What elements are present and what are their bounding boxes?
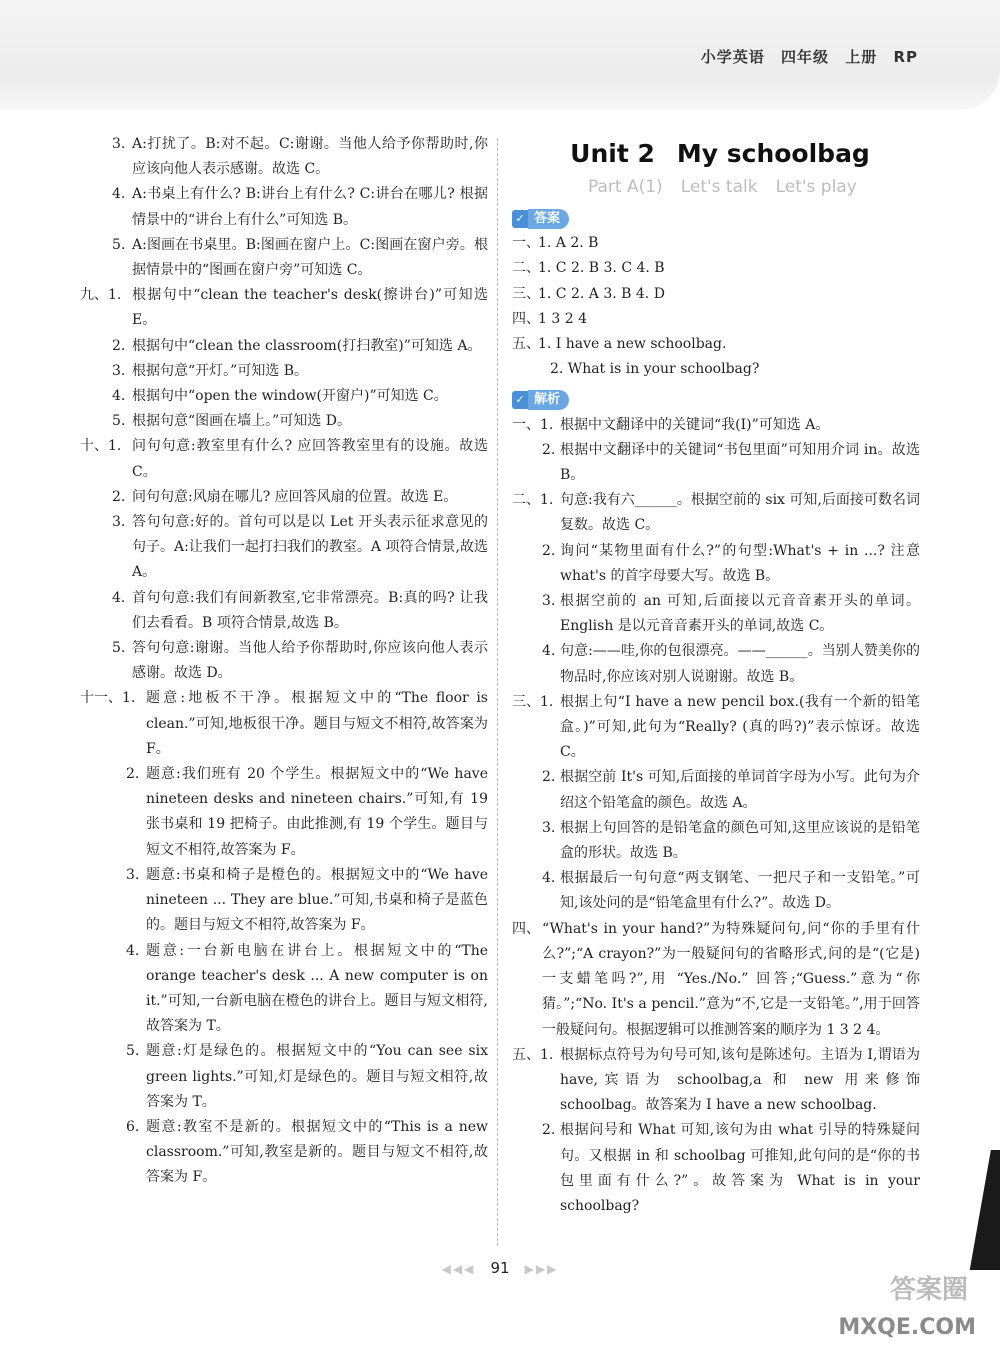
- subject-label: 小学英语: [700, 48, 765, 66]
- analysis-item: 2. 根据问号和 What 可知,该句为由 what 引导的特殊疑问句。又根据 in 和 schoolbag 可推知,此句问的是“你的书包里面有什么?”。故答案为 What is in your schoolbag?: [542, 1122, 920, 1214]
- answer-item: 3. 题意:书桌和椅子是橙色的。根据短文中的“We have nineteen ... They are blue.”可知,书桌和椅子是蓝色的。题目与短文不相符,故答案为 F。: [126, 866, 488, 934]
- unit-subtitle: [512, 174, 920, 200]
- analysis-item: 五、1. 根据标点符号为句号可知,该句是陈述句。主语为 I,谓语为 have,宾语为 schoolbag,a 和 new 用来修饰 schoolbag。故答案为 I have a new schoolbag.: [512, 1046, 920, 1114]
- analysis-item: 四、 “What's in your hand?”为特殊疑问句,问“你的手里有什么?”;“A crayon?”为一般疑问句的省略形式,问的是“(它是)一支蜡笔吗?”,用 “Yes./No.” 回答;“Guess.”意为“你猜。”;“No. It's a pencil.”意为“不,它是一支铅笔。”,用于回答一般疑问句。根据逻辑可以推测答案的顺序为 1 3 2 4。: [512, 920, 920, 1038]
- answer-item: 6. 题意:教室不是新的。根据短文中的“This is a new classroom.”可知,教室是新的。题目与短文不相符,故答案为 F。: [126, 1118, 488, 1186]
- answer-item: 3. 根据句意“开灯。”可知选 B。: [112, 362, 309, 379]
- page-header: [0, 0, 1000, 110]
- column-divider: [497, 138, 498, 1246]
- book-info: [701, 46, 918, 67]
- unit-name: My schoolbag: [676, 139, 870, 168]
- right-column: [512, 132, 920, 1219]
- answer-row: 一、 1. A 2. B: [512, 235, 599, 252]
- analysis-item: 2. 询问“某物里面有什么?”的句型:What's + in ...? 注意 what's 的首字母要大写。故选 B。: [542, 542, 920, 584]
- answer-item: 2. 题意:我们班有 20 个学生。根据短文中的“We have nineteen desks and nineteen chairs.”可知,有 19 张书桌和 19 把椅子。由此推测,有 19 个学生。题目与短文不相符,故答案为 F。: [126, 766, 488, 858]
- answer-row: 2. What is in your schoolbag?: [550, 361, 760, 378]
- lesson-label: Let's play: [775, 177, 857, 197]
- watermark-url: MXQE.COM: [838, 1315, 976, 1340]
- watermark-logo: 答案圈: [889, 1275, 968, 1305]
- analysis-item: 一、1. 根据中文翻译中的关键词“我(I)”可知选 A。: [512, 416, 830, 433]
- part-label: Part A(1): [588, 177, 663, 197]
- next-arrows-icon: ▶▶▶: [524, 1262, 559, 1276]
- analysis-item: 3. 根据上句回答的是铅笔盒的颜色可知,这里应该说的是铅笔盒的形状。故选 B。: [542, 819, 920, 862]
- analysis-item: 2. 根据中文翻译中的关键词“书包里面”可知用介词 in。故选 B。: [542, 441, 920, 484]
- analysis-badge: ✓ 解析: [512, 390, 569, 410]
- answer-item: 5. A:图画在书桌里。B:图画在窗户上。C:图画在窗户旁。根据情景中的“图画在窗户旁”可知选 C。: [112, 236, 488, 279]
- edition-label: RP: [893, 48, 918, 66]
- unit-label: Unit 2: [570, 139, 655, 168]
- analysis-item: 2. 根据空前 It's 可知,后面接的单词首字母为小写。此句为介绍这个铅笔盒的颜色。故选 A。: [542, 769, 920, 811]
- answer-item: 4. A:书桌上有什么? B:讲台上有什么? C:讲台在哪儿? 根据情景中的“讲台上有什么”可知选 B。: [112, 186, 488, 228]
- unit-title: [512, 138, 920, 170]
- analysis-item: 4. 根据最后一句句意“两支钢笔、一把尺子和一支铅笔。”可知,该处问的是“铅笔盒里有什么?”。故选 D。: [542, 870, 920, 912]
- answer-item: 5. 根据句意“图画在墙上。”可知选 D。: [112, 413, 351, 430]
- page-number: 91: [490, 1259, 510, 1277]
- page-footer: [0, 1258, 1000, 1277]
- prev-arrows-icon: ◀◀◀: [441, 1262, 476, 1276]
- answer-row: 二、 1. C 2. B 3. C 4. B: [512, 260, 665, 277]
- answer-item: 3. 答句句意:好的。首句可以是以 Let 开头表示征求意见的句子。A:让我们一起打扫我们的教室。A 项符合情景,故选 A。: [112, 514, 488, 581]
- answer-item: 十、1. 问句句意:教室里有什么? 应回答教室里有的设施。故选 C。: [80, 438, 488, 480]
- answer-item: 4. 根据句中“open the window(开窗户)”可知选 C。: [112, 388, 448, 405]
- analysis-item: 三、1. 根据上句“I have a new pencil box.(我有一个新的铅笔盒。)”可知,此句为“Really? (真的吗?)”表示惊讶。故选 C。: [512, 693, 920, 761]
- answer-row: 三、 1. C 2. A 3. B 4. D: [512, 285, 665, 302]
- answer-item: 2. 问句句意:风扇在哪儿? 应回答风扇的位置。故选 E。: [112, 488, 458, 505]
- answer-item: 5. 题意:灯是绿色的。根据短文中的“You can see six green lights.”可知,灯是绿色的。题目与短文相符,故答案为 T。: [126, 1043, 488, 1110]
- answer-row: 四、 1 3 2 4: [512, 310, 587, 327]
- left-column: [80, 132, 488, 1191]
- answers-badge: ✓ 答案: [512, 209, 569, 229]
- answer-item: 九、1. 根据句中“clean the teacher's desk(擦讲台)”可知选 E。: [80, 287, 488, 329]
- page-corner-shadow: [960, 1150, 1000, 1270]
- answer-item: 十一、1. 题意:地板不干净。根据短文中的“The floor is clean.”可知,地板很干净。题目与短文不相符,故答案为 F。: [80, 690, 488, 757]
- analysis-icon: ✓: [512, 391, 528, 409]
- analysis-item: 4. 句意:——哇,你的包很漂亮。——______。当别人赞美你的物品时,你应该对别人说谢谢。故选 B。: [542, 643, 920, 685]
- answer-row: 五、 1. I have a new schoolbag.: [512, 336, 727, 353]
- answer-item: 4. 题意:一台新电脑在讲台上。根据短文中的“The orange teacher's desk ... A new computer is on it.”可知,一台新电脑在橙色的讲台上。题目与短文相符,故答案为 T。: [126, 942, 488, 1035]
- answer-item: 2. 根据句中“clean the classroom(打扫教室)”可知选 A。: [112, 337, 482, 354]
- analysis-item: 二、1. 句意:我有六______。根据空前的 six 可知,后面接可数名词复数。故选 C。: [512, 492, 920, 534]
- answer-item: 3. A:打扰了。B:对不起。C:谢谢。当他人给予你帮助时,你应该向他人表示感谢。故选 C。: [112, 136, 488, 178]
- answer-item: 5. 答句句意:谢谢。当他人给予你帮助时,你应该向他人表示感谢。故选 D。: [112, 640, 488, 682]
- grade-label: 四年级: [780, 48, 829, 66]
- volume-label: 上册: [845, 48, 878, 66]
- analysis-item: 3. 根据空前的 an 可知,后面接以元音音素开头的单词。English 是以元音音素开头的单词,故选 C。: [542, 593, 920, 635]
- answer-icon: ✓: [512, 210, 528, 228]
- answer-item: 4. 首句句意:我们有间新教室,它非常漂亮。B:真的吗? 让我们去看看。B 项符合情景,故选 B。: [112, 589, 488, 631]
- lesson-label: Let's talk: [680, 177, 758, 197]
